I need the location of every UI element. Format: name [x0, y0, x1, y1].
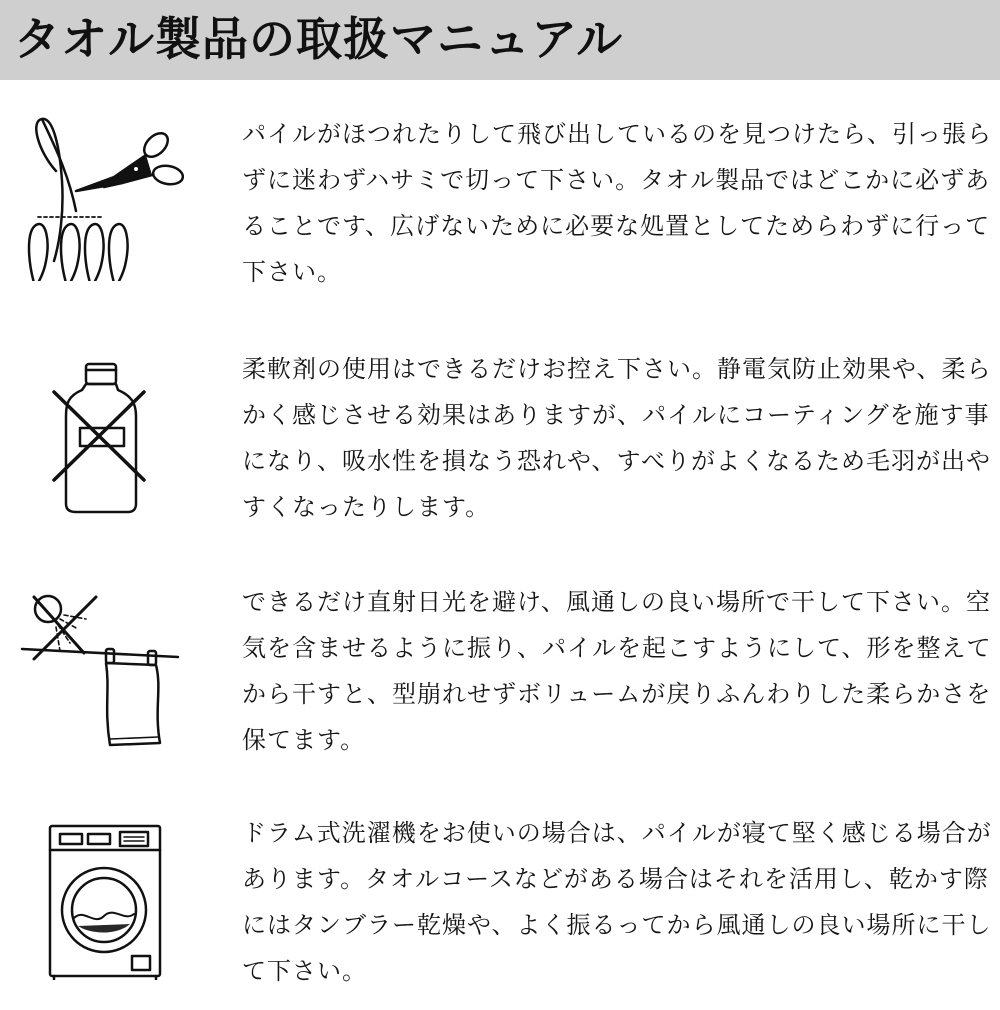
shade-dry-icon	[20, 579, 200, 749]
instruction-text: できるだけ直射日光を避け、風通しの良い場所で干して下さい。空気を含ませるように振り、パイルを起こすようにして、形を整えてから干すと、型崩れせずボリュームが戻りふんわりした柔らかさを保てます。	[242, 588, 992, 754]
washing-machine-icon	[20, 810, 200, 980]
header-bar	[0, 0, 1000, 80]
instruction-text: パイルがほつれたりして飛び出しているのを見つけたら、引っ張らずに迷わずハサミで切って下さい。タオル製品ではどこかに必ずあることです、広げないために必要な処置としてためらわずに行って下さい。	[242, 120, 992, 286]
scissors-trim-icon	[20, 111, 200, 281]
instruction-section-drying	[0, 579, 1000, 779]
instruction-section-trim	[0, 111, 1000, 311]
no-softener-icon	[20, 346, 200, 516]
instruction-section-drum-washer	[0, 810, 1000, 1010]
instruction-section-softener	[0, 346, 1000, 546]
page-title: タオル製品の取扱マニュアル	[14, 12, 624, 66]
instruction-text: ドラム式洗濯機をお使いの場合は、パイルが寝て堅く感じる場合があります。タオルコースなどがある場合はそれを活用し、乾かす際にはタンブラー乾燥や、よく振るってから風通しの良い場所に干して下さい。	[242, 819, 992, 985]
instruction-text: 柔軟剤の使用はできるだけお控え下さい。静電気防止効果や、柔らかく感じさせる効果はありますが、パイルにコーティングを施す事になり、吸水性を損なう恐れや、すべりがよくなるため毛羽が出やすくなったりします。	[242, 355, 992, 521]
